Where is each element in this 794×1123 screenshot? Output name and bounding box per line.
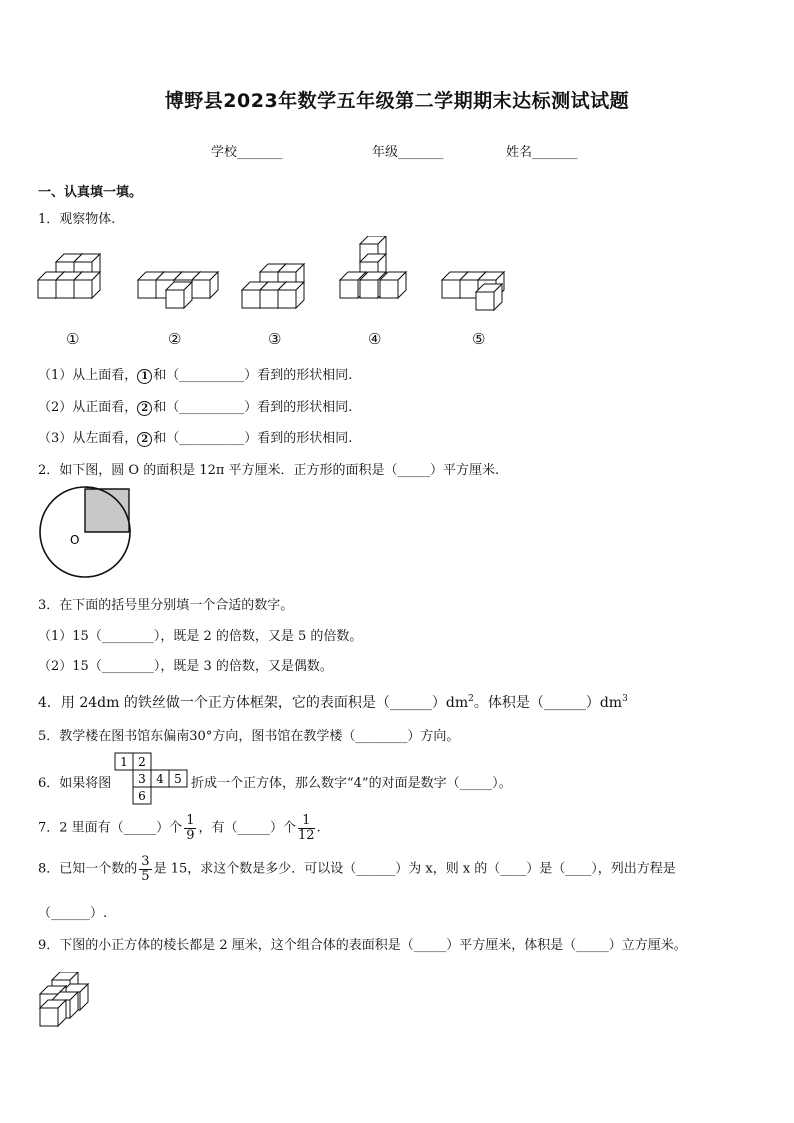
question-6-pre: 6．如果将图	[38, 776, 112, 791]
figure-label-4: ④	[368, 330, 382, 348]
net-cell-1: 1	[120, 755, 128, 769]
fraction-one-twelfth: $\frac{1}{12}$	[297, 813, 315, 843]
figure-1	[38, 254, 100, 298]
question-8-line2: （______）.	[38, 906, 108, 921]
question-4: 4．用 24dm 的铁丝做一个正方体框架，它的表面积是$(\_\_\_\_\_\_)dm^2$。体积是$(\_\_\_\_\_\_)dm^3$	[38, 694, 628, 711]
question-9: 9．下图的小正方体的棱长都是 2 厘米，这个组合体的表面积是（_____）平方厘米，体积是（_____）立方厘米。	[38, 938, 687, 953]
figure-label-2: ②	[168, 330, 182, 348]
net-cell-4: 4	[156, 772, 164, 786]
figure-3	[242, 264, 304, 308]
figure-label-5: ⑤	[472, 330, 486, 348]
page-title: 博野县2023年数学五年级第二学期期末达标测试试题	[164, 90, 630, 112]
question-1-sub3: （3）从左面看， 2 和（__________）看到的形状相同.	[38, 431, 353, 446]
net-cell-3: 3	[138, 772, 146, 786]
cube-net	[114, 752, 194, 808]
question-1-prompt: 1．观察物体.	[38, 212, 116, 227]
question-3-prompt: 3．在下面的括号里分别填一个合适的数字。	[38, 598, 294, 613]
net-cell-5: 5	[174, 772, 182, 786]
shaded-square	[85, 489, 129, 532]
circled-ref-1: 1	[137, 369, 152, 384]
circled-ref-3: 2	[137, 432, 152, 447]
grade-label: 年级	[372, 145, 399, 160]
figure-label-1: ①	[66, 330, 80, 348]
school-label: 学校	[211, 145, 238, 160]
figure-label-3: ③	[268, 330, 282, 348]
question-3-sub1: （1）15（________），既是 2 的倍数，又是 5 的倍数。	[38, 629, 363, 644]
question-6-post: 折成一个正方体，那么数字“4”的对面是数字（_____）。	[191, 776, 512, 791]
figure-5	[442, 272, 504, 310]
grade-field	[372, 141, 444, 160]
question-1-sub2: （2）从正面看， 2 和（__________）看到的形状相同.	[38, 400, 353, 415]
cube-stack-figure	[38, 972, 98, 1028]
grade-blank: _______	[398, 145, 444, 160]
question-1-sub1: （1）从上面看， 1 和（__________）看到的形状相同.	[38, 368, 353, 383]
question-5: 5．教学楼在图书馆东偏南30°方向，图书馆在教学楼（________）方向。	[38, 729, 460, 744]
name-field	[506, 141, 578, 160]
school-blank: _______	[237, 145, 283, 160]
question-2: 2．如下图，圆 O 的面积是 12π 平方厘米．正方形的面积是（_____）平方厘米.	[38, 463, 500, 478]
net-cell-2: 2	[138, 755, 146, 769]
question-3-sub2: （2）15（________），既是 3 的倍数，又是偶数。	[38, 659, 333, 674]
net-cell-6: 6	[138, 789, 146, 803]
fraction-three-fifths: $\frac{3}{5}$	[141, 854, 150, 884]
question-8: 8．已知一个数的 $\frac{3}{5}$ 是 15，求这个数是多少．可以设（______）为 x，则 x 的（____）是（____），列出方程是	[38, 854, 676, 884]
figure-4	[340, 236, 406, 298]
fraction-one-ninth: $\frac{1}{9}$	[186, 813, 195, 843]
name-label: 姓名	[506, 145, 533, 160]
school-field	[211, 141, 283, 160]
circled-ref-2: 2	[137, 401, 152, 416]
figure-2	[138, 272, 218, 308]
circle-square-figure	[36, 484, 136, 584]
name-blank: _______	[532, 145, 578, 160]
section-heading: 一、认真填一填。	[38, 185, 143, 200]
center-label: O	[70, 533, 80, 547]
cube-figures	[30, 236, 530, 316]
question-7: 7．2 里面有（_____）个 $\frac{1}{9}$ ，有（_____）个 $\frac{1}{12}$ .	[38, 813, 321, 843]
